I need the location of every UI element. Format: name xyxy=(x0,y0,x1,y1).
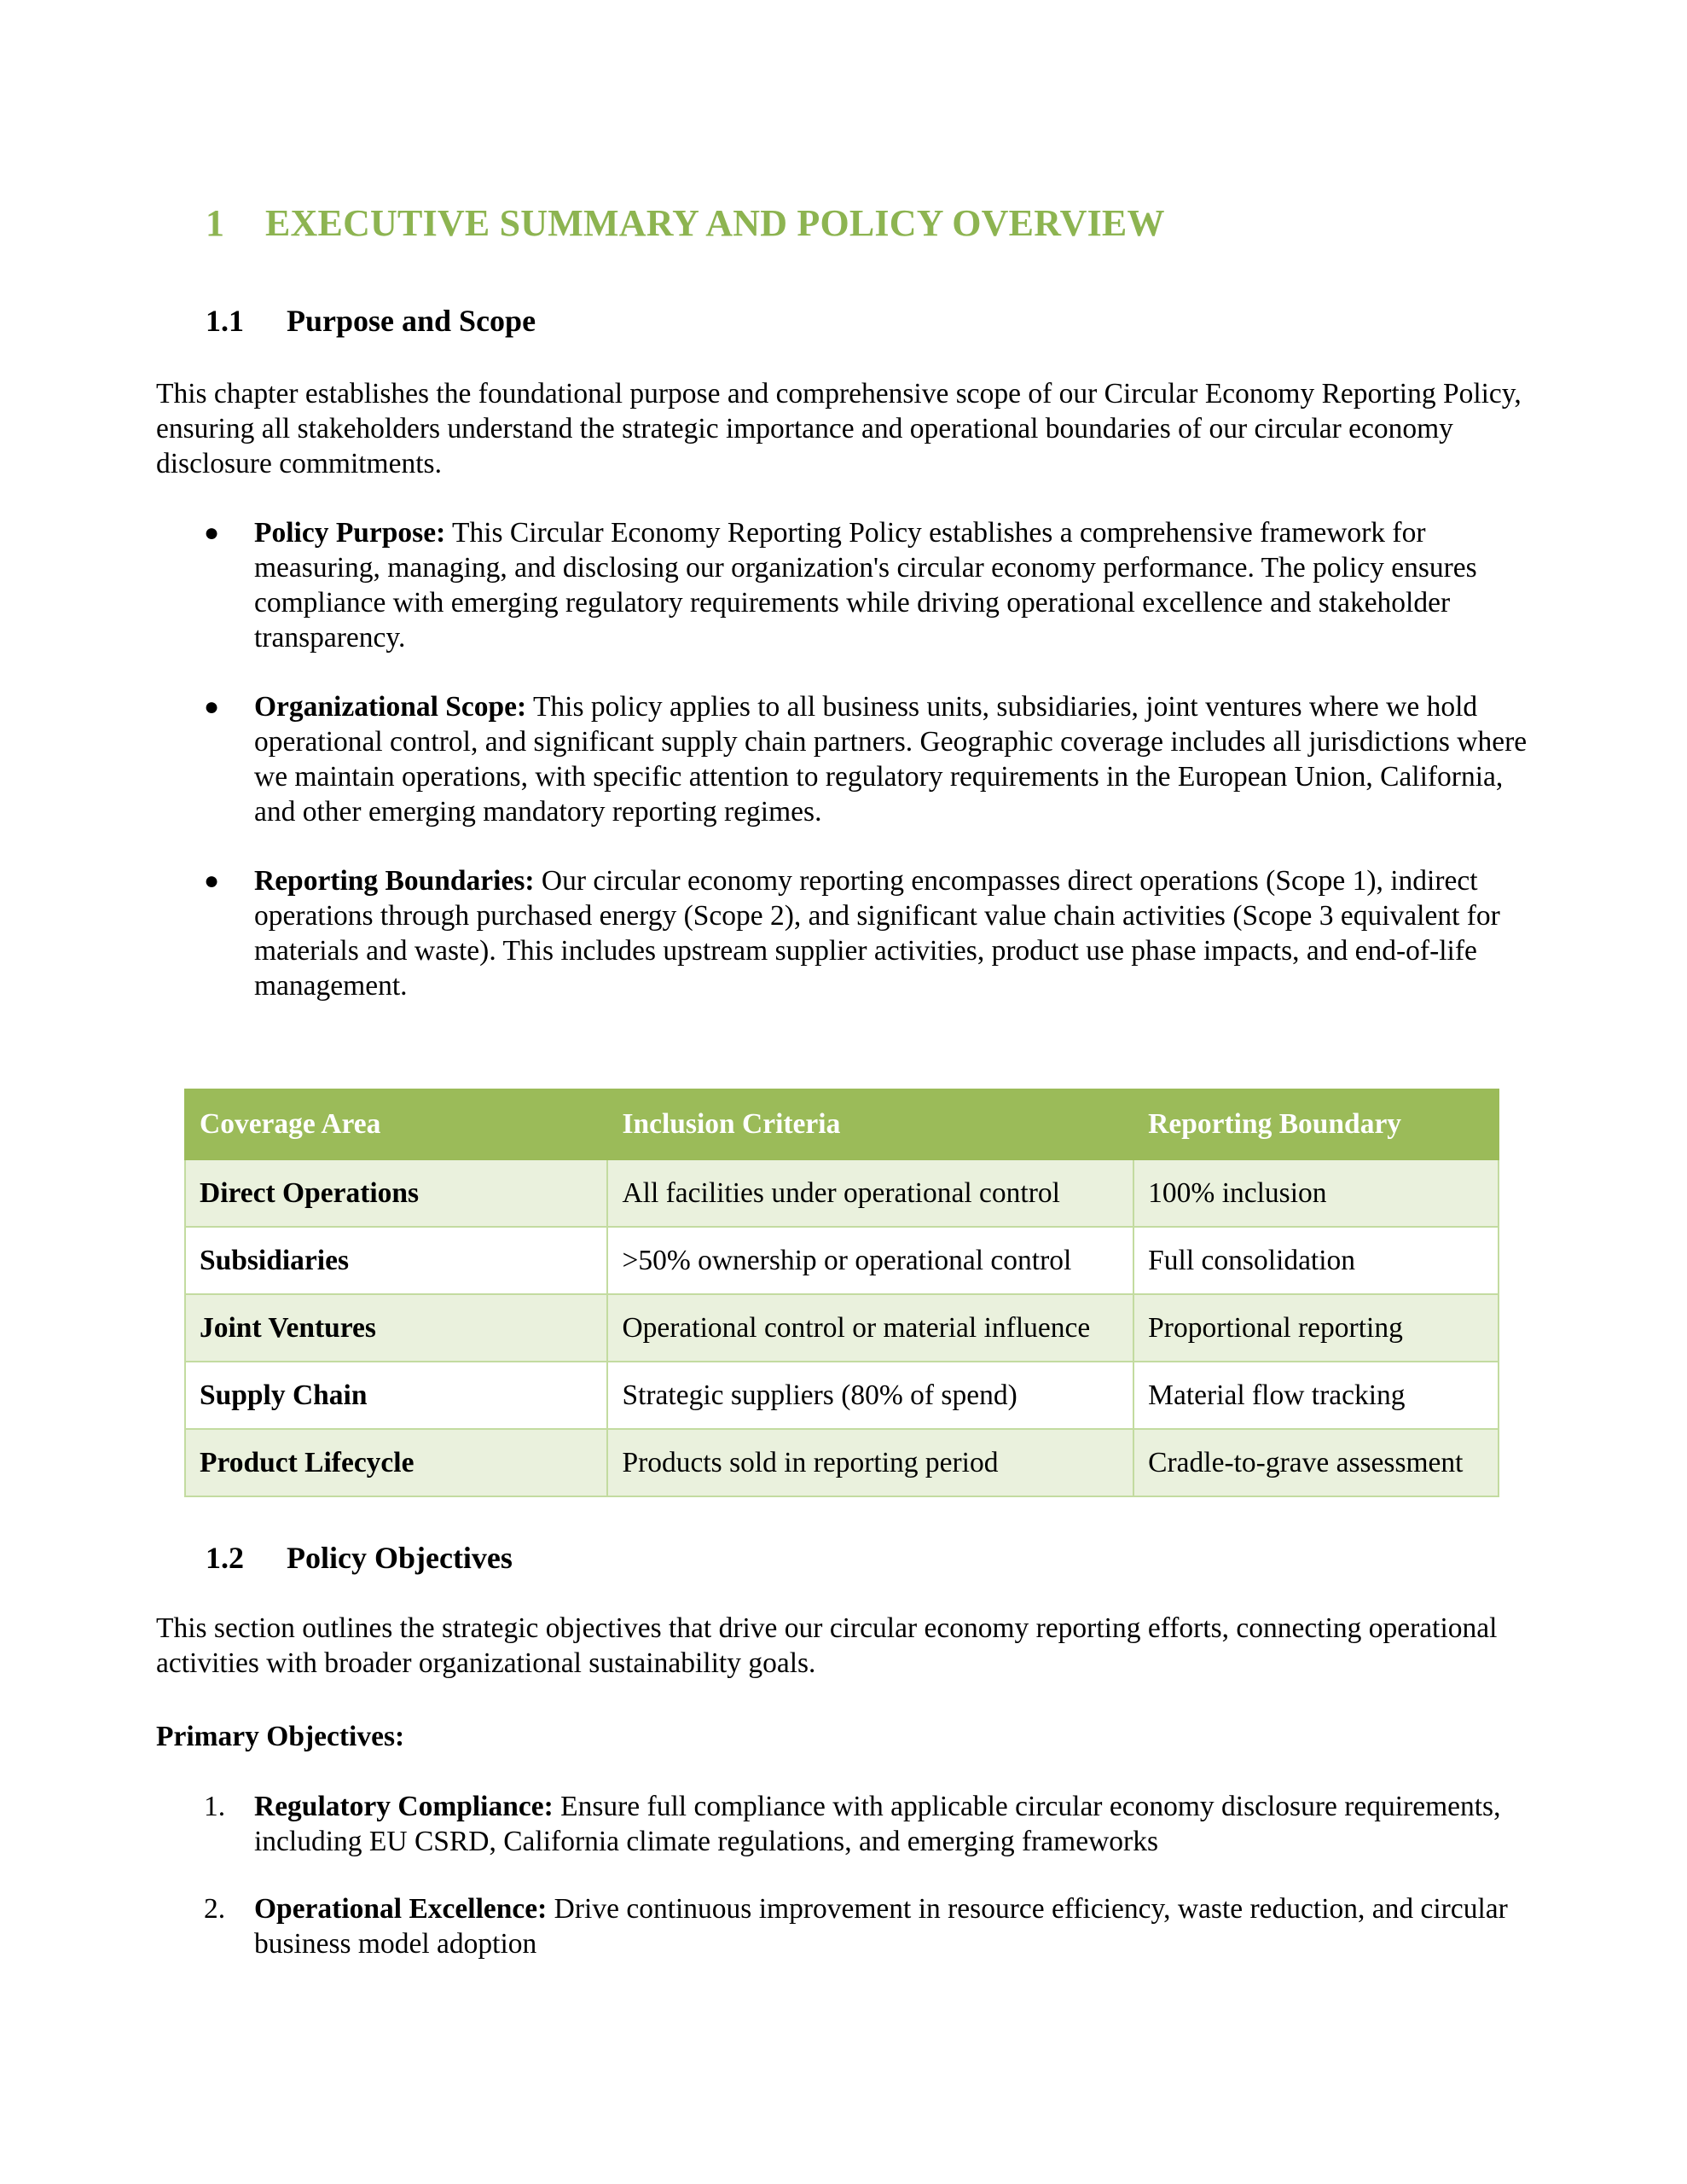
table-cell: Proportional reporting xyxy=(1133,1294,1499,1362)
list-item xyxy=(156,863,1529,1003)
chapter-heading xyxy=(206,201,1165,245)
table-row xyxy=(185,1362,1499,1429)
table-cell: All facilities under operational control xyxy=(607,1159,1133,1227)
section-heading-1-1 xyxy=(206,303,536,339)
bullet-icon: ● xyxy=(204,867,220,895)
objective-label: Operational Excellence: xyxy=(254,1893,548,1925)
scope-bullet-list xyxy=(156,515,1529,1037)
section-intro-1-1: This chapter establishes the foundational purpose and comprehensive scope of our Circular Economy Reporting Policy, ensuring all stakeholders understand the strategic importance and operational boundaries of our circular economy disclosure commitments. xyxy=(156,378,1522,479)
objective-label: Regulatory Compliance: xyxy=(254,1791,554,1822)
column-header: Coverage Area xyxy=(185,1089,607,1159)
objective-text: Ensure full compliance with applicable circular economy disclosure requirements, including EU CSRD, California climate regulations, and emerging frameworks xyxy=(254,1791,1501,1857)
objective-text: Drive continuous improvement in resource efficiency, waste reduction, and circular business model adoption xyxy=(254,1893,1508,1960)
table-row xyxy=(185,1429,1499,1496)
section-title: Purpose and Scope xyxy=(287,304,536,338)
list-number: 2. xyxy=(204,1893,226,1925)
table-cell: Material flow tracking xyxy=(1133,1362,1499,1429)
table-cell: Joint Ventures xyxy=(185,1294,607,1362)
table-cell: Supply Chain xyxy=(185,1362,607,1429)
list-item xyxy=(156,1891,1529,1961)
section-intro-1-2: This section outlines the strategic objectives that drive our circular economy reporting efforts, connecting operational activities with broader organizational sustainability goals. xyxy=(156,1612,1498,1679)
table-row xyxy=(185,1294,1499,1362)
section-number: 1.2 xyxy=(206,1541,244,1575)
table-cell: Full consolidation xyxy=(1133,1227,1499,1294)
list-item xyxy=(156,1789,1529,1859)
bullet-text: This Circular Economy Reporting Policy establishes a comprehensive framework for measuring, managing, and disclosing our organization's circular economy performance. The policy ensures compliance with emerging regulatory requirements while driving operational excellence and stakeholder transparency. xyxy=(254,517,1477,653)
bullet-icon: ● xyxy=(204,693,220,721)
table-cell: Products sold in reporting period xyxy=(607,1429,1133,1496)
bullet-text: This policy applies to all business units, subsidiaries, joint ventures where we hold operational control, and significant supply chain partners. Geographic coverage includes all jurisdictions where we maintain operations, with specific attention to regulatory requirements in the European Union, California, and other emerging mandatory reporting regimes. xyxy=(254,691,1528,828)
column-header: Reporting Boundary xyxy=(1133,1089,1499,1159)
list-item xyxy=(156,689,1529,829)
table-cell: Direct Operations xyxy=(185,1159,607,1227)
bullet-label: Organizational Scope: xyxy=(254,691,527,723)
table-header-row xyxy=(185,1089,1499,1159)
bullet-label: Policy Purpose: xyxy=(254,517,446,549)
column-header: Inclusion Criteria xyxy=(607,1089,1133,1159)
table-cell: Operational control or material influence xyxy=(607,1294,1133,1362)
chapter-title: EXECUTIVE SUMMARY AND POLICY OVERVIEW xyxy=(265,202,1165,244)
section-number: 1.1 xyxy=(206,304,244,338)
section-title: Policy Objectives xyxy=(287,1541,513,1575)
coverage-table xyxy=(184,1089,1499,1497)
table-cell: 100% inclusion xyxy=(1133,1159,1499,1227)
primary-objectives-label: Primary Objectives: xyxy=(156,1721,405,1752)
table-row xyxy=(185,1159,1499,1227)
table-cell: >50% ownership or operational control xyxy=(607,1227,1133,1294)
bullet-label: Reporting Boundaries: xyxy=(254,865,535,897)
list-item xyxy=(156,515,1529,655)
section-heading-1-2 xyxy=(206,1540,513,1576)
bullet-icon: ● xyxy=(204,519,220,547)
table-row xyxy=(185,1227,1499,1294)
table-cell: Cradle-to-grave assessment xyxy=(1133,1429,1499,1496)
chapter-number: 1 xyxy=(206,202,225,244)
table-cell: Product Lifecycle xyxy=(185,1429,607,1496)
list-number: 1. xyxy=(204,1791,226,1822)
table-cell: Subsidiaries xyxy=(185,1227,607,1294)
objectives-list xyxy=(156,1789,1529,1994)
table-cell: Strategic suppliers (80% of spend) xyxy=(607,1362,1133,1429)
bullet-text: Our circular economy reporting encompasses direct operations (Scope 1), indirect operations through purchased energy (Scope 2), and significant value chain activities (Scope 3 equivalent for materials and waste). This includes upstream supplier activities, product use phase impacts, and end-of-life management. xyxy=(254,865,1500,1002)
